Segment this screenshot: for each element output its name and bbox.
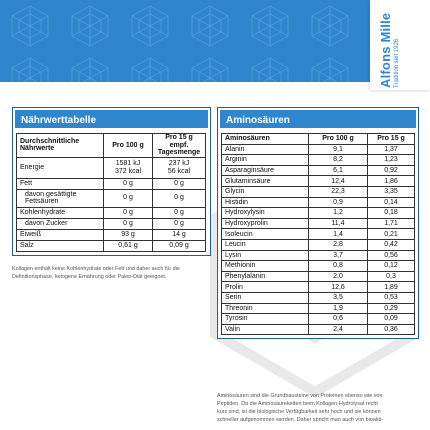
row-per15: 0,92: [368, 165, 415, 176]
row-label: Arginin: [222, 155, 309, 166]
amino-panel: [217, 107, 419, 339]
brand-logo-box: [370, 0, 430, 90]
table-row: [17, 189, 206, 207]
row-per100: 6,1: [309, 165, 368, 176]
table-row: [222, 229, 415, 240]
amino-table: [221, 133, 415, 335]
brand-tagline: Tradition seit 1926: [394, 38, 400, 88]
row-per15: 1,23: [368, 155, 415, 166]
table-row: [222, 155, 415, 166]
row-label: Glycin: [222, 186, 309, 197]
table-row: [17, 207, 206, 218]
row-label: Kohlenhydrate: [17, 207, 104, 218]
row-per15: 1,37: [368, 144, 415, 155]
table-header-row: [17, 134, 206, 158]
table-row: [222, 314, 415, 325]
table-row: [222, 186, 415, 197]
table-row: [222, 271, 415, 282]
row-per15: 0,12: [368, 261, 415, 272]
row-label: Salz: [17, 240, 104, 251]
row-per100: 0 g: [104, 178, 153, 189]
row-per100: 2,4: [309, 324, 368, 335]
row-per100: 0 g: [104, 207, 153, 218]
row-per100: 11,4: [309, 218, 368, 229]
table-row: [222, 324, 415, 335]
row-label: davon Zucker: [17, 218, 104, 229]
row-per15: 0 g: [153, 207, 206, 218]
table-row: [222, 303, 415, 314]
row-label: Methionin: [222, 261, 309, 272]
row-per15: 0 g: [153, 189, 206, 207]
brand-name: Alfons Mille: [378, 12, 393, 88]
row-per15: 0 g: [153, 178, 206, 189]
row-per100: 0 g: [104, 189, 153, 207]
row-label: Leucin: [222, 239, 309, 250]
table-row: [17, 240, 206, 251]
note-line: Aminosäuren sind die Grundbausteine von Proteinen ebenso wie von: [217, 393, 383, 399]
row-per100: 3,7: [309, 250, 368, 261]
row-per15: 0,42: [368, 239, 415, 250]
row-per100: 0,6: [309, 314, 368, 325]
row-per100: 1,2: [309, 208, 368, 219]
row-per100: 2,0: [309, 271, 368, 282]
note-line: kurz sind, ist die biologische Verfügbarkeit sehr hoch und sie können: [217, 409, 381, 415]
row-per100: 2,8: [309, 239, 368, 250]
row-label: Valin: [222, 324, 309, 335]
table-row: [222, 239, 415, 250]
table-row: [222, 165, 415, 176]
row-per100: 8,2: [309, 155, 368, 166]
col-header-nutrient: Durchschnittliche Nährwerte: [17, 134, 104, 158]
col-header-amino: Aminosäuren: [222, 134, 309, 145]
row-per100: 93 g: [104, 229, 153, 240]
table-row: [222, 218, 415, 229]
row-per15: 0,21: [368, 229, 415, 240]
col-header-per100: Pro 100 g: [309, 134, 368, 145]
row-label: Hydroxyprolin: [222, 218, 309, 229]
row-per100: 12,6: [309, 282, 368, 293]
row-per100: 12,4: [309, 176, 368, 187]
amino-title: Aminosäuren: [218, 108, 418, 130]
row-per15: 237 kJ 56 kcal: [153, 157, 206, 178]
nutrition-note: Kollagen enthält keine Kohlenhydrate oder Fett und daher auch für die Definitionsphase, ketogene Ernährung oder Paleo-Diät geeignet.: [12, 266, 180, 280]
row-label: Phenylalanin: [222, 271, 309, 282]
row-per15: 0,56: [368, 250, 415, 261]
row-per15: 0,53: [368, 292, 415, 303]
row-per100: 9,1: [309, 144, 368, 155]
row-label: Prolin: [222, 282, 309, 293]
header-banner: [0, 0, 430, 82]
row-per15: 0,14: [368, 197, 415, 208]
row-per15: 0,29: [368, 303, 415, 314]
table-header-row: [222, 134, 415, 145]
row-per100: 0,8: [309, 261, 368, 272]
row-per15: 0,36: [368, 324, 415, 335]
note-line: Peptiden. Da die Aminosäureketten beim Kollagen-Hydrolysat recht: [217, 401, 378, 407]
row-per100: 0 g: [104, 218, 153, 229]
row-label: Threonin: [222, 303, 309, 314]
row-label: Asparaginsäure: [222, 165, 309, 176]
table-row: [17, 178, 206, 189]
row-label: Hydroxylysin: [222, 208, 309, 219]
table-row: [222, 292, 415, 303]
row-per100: 1,9: [309, 303, 368, 314]
row-label: Energie: [17, 157, 104, 178]
row-label: Glutaminsäure: [222, 176, 309, 187]
row-per15: 0,09: [368, 314, 415, 325]
row-label: Isoleucin: [222, 229, 309, 240]
row-per100: 0,61 g: [104, 240, 153, 251]
row-per100: 1,4: [309, 229, 368, 240]
table-row: [222, 250, 415, 261]
row-label: Serin: [222, 292, 309, 303]
nutrition-title: Nährwerttabelle: [13, 108, 210, 130]
row-label: Tyrosin: [222, 314, 309, 325]
row-per100: 1581 kJ 372 kcal: [104, 157, 153, 178]
row-per15: 0,3: [368, 271, 415, 282]
table-row: [17, 218, 206, 229]
nutrition-table: [16, 133, 206, 252]
row-per15: 14 g: [153, 229, 206, 240]
col-header-per15: Pro 15 g empf. Tagesmenge: [153, 134, 206, 158]
table-row: [17, 229, 206, 240]
table-row: [222, 208, 415, 219]
row-label: davon gesättigte Fettsäuren: [17, 189, 104, 207]
row-per15: 1,86: [368, 176, 415, 187]
table-row: [222, 144, 415, 155]
row-per100: 3,5: [309, 292, 368, 303]
nutrition-panel: [12, 107, 211, 256]
row-per15: 0,18: [368, 208, 415, 219]
table-row: [222, 197, 415, 208]
note-line: schneller aufgenommen werden. Daher spricht man auch von bioakti-: [217, 417, 383, 423]
table-row: [222, 261, 415, 272]
banner-pattern-icon: [0, 0, 430, 82]
row-label: Histidin: [222, 197, 309, 208]
row-per15: 3,35: [368, 186, 415, 197]
row-per15: 0,09 g: [153, 240, 206, 251]
col-header-per15: Pro 15 g: [368, 134, 415, 145]
row-per15: 1,71: [368, 218, 415, 229]
col-header-per100: Pro 100 g: [104, 134, 153, 158]
row-per100: 22,3: [309, 186, 368, 197]
row-label: Lysin: [222, 250, 309, 261]
row-label: Alanin: [222, 144, 309, 155]
row-label: Eiweiß: [17, 229, 104, 240]
table-row: [222, 176, 415, 187]
table-row: [222, 282, 415, 293]
row-label: Fett: [17, 178, 104, 189]
amino-note: [217, 392, 430, 424]
row-per15: 1,89: [368, 282, 415, 293]
row-per100: 0,9: [309, 197, 368, 208]
row-per15: 0 g: [153, 218, 206, 229]
table-row: [17, 157, 206, 178]
